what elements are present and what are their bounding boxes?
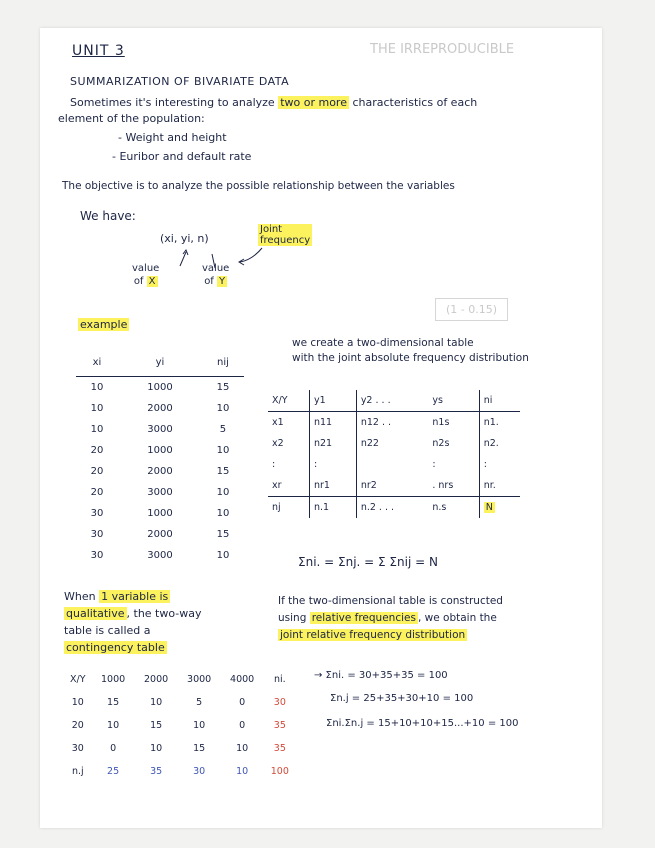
we-have-text: We have: [80,209,136,223]
grand-total-N: N [485,502,493,513]
relative-frequency-note: If the two-dimensional table is constructed using relative frequencies , we obtain the joint relative frequency distribution [278,595,503,641]
table-row: 10 3000 5 [90,424,227,435]
table-row: : : : : [268,454,520,475]
table-row: 30 1000 10 [90,508,230,519]
value-of-x-label: value of X [132,263,160,287]
sum-formula: Σni. = Σnj. = Σ Σnij = N [298,555,438,569]
sum-product-line: Σni.Σn.j = 15+10+10+15...+10 = 100 [326,718,519,729]
bleed-through-box: (1 - 0.15) [435,298,508,321]
objective-text: The objective is to analyze the possible relationship between the variables [62,180,455,192]
header-yi: yi [118,348,202,377]
table-row: 30 3000 10 [90,550,230,561]
notes-page [40,28,602,828]
sum-ni-line: → Σni. = 30+35+35 = 100 [314,670,448,681]
table-row: 20 3000 10 [90,487,230,498]
table-row: 20 2000 15 [90,466,230,477]
unit-title: UNIT 3 [72,43,125,59]
sum-nj-line: Σn.j = 25+35+30+10 = 100 [330,693,474,704]
contingency-table [64,668,296,783]
example-label: example [80,318,128,331]
table-header-row: X/Y y1 y2 . . . ys ni [268,390,520,412]
joint-frequency-label: Joint frequency [260,224,311,246]
table-row: 10 1000 15 [90,382,230,393]
table-header-row: X/Y 1000 2000 3000 4000 ni. [70,674,286,685]
bullet-euribor: - Euribor and default rate [112,150,252,163]
contingency-note: When 1 variable is qualitative , the two-way table is called a contingency table [64,590,202,654]
table-row: 30 0 10 15 10 35 [71,743,286,754]
intro-line-2: element of the population: [58,112,205,125]
value-of-y-label: value of Y [202,263,230,287]
section-title: SUMMARIZATION OF BIVARIATE DATA [70,75,290,88]
header-nij: nij [202,348,244,377]
intro-line-1: Sometimes it's interesting to analyze two or more characteristics of each [70,96,478,109]
bullet-weight-height: - Weight and height [118,131,227,144]
example-table [76,348,244,566]
two-way-table [268,390,520,518]
table-row: 10 2000 10 [90,403,230,414]
table-row: 30 2000 15 [90,529,230,540]
header-xi: xi [76,348,118,377]
table-row: 10 15 10 5 0 30 [71,697,286,708]
bleed-through-text: THE IRREPRODUCIBLE [370,42,515,57]
table-row: x2 n21 n22 n2s n2. [268,433,520,454]
table-total-row: nj n.1 n.2 . . . n.s N [268,497,520,519]
notation-triplet: (xi, yi, n) [160,232,209,245]
table-row: xr nr1 nr2 . nrs nr. [268,475,520,497]
table-total-row: n.j 25 35 30 10 100 [71,766,289,777]
table-row: 20 10 15 10 0 35 [71,720,286,731]
table-row: x1 n11 n12 . . n1s n1. [268,412,520,434]
table-row: 20 1000 10 [90,445,230,456]
create-table-text: we create a two-dimensional table with the joint absolute frequency distribution [292,337,529,364]
